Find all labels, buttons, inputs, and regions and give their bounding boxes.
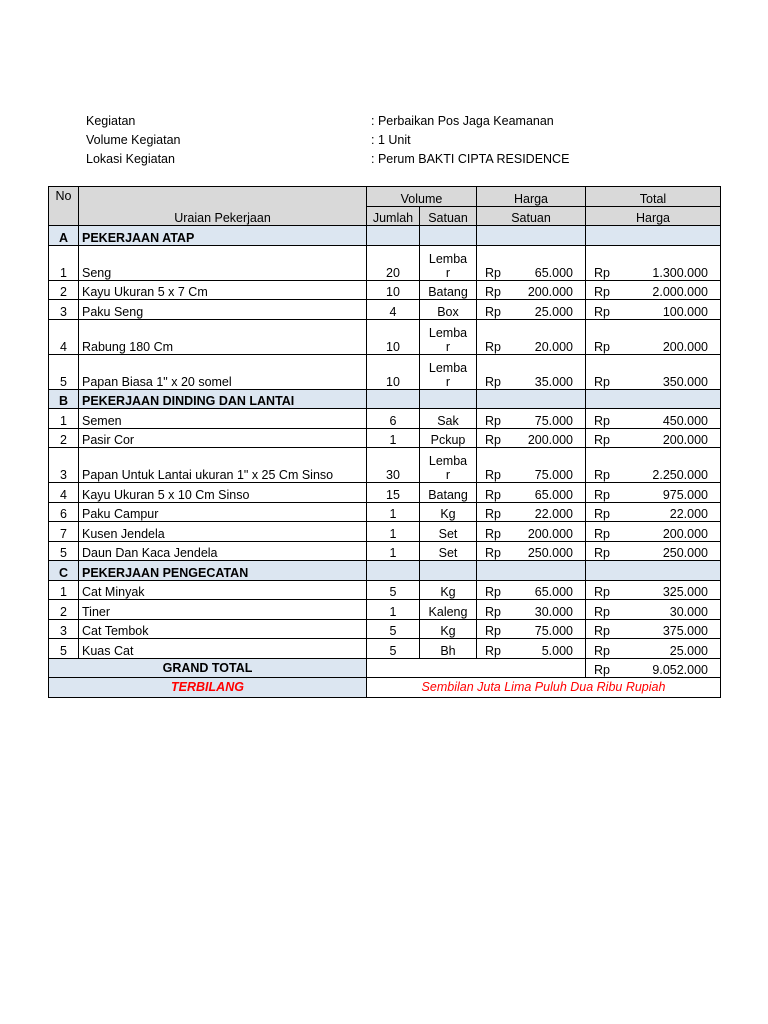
info-label: Kegiatan xyxy=(86,114,136,128)
section-empty xyxy=(586,226,721,246)
section-empty xyxy=(367,226,420,246)
item-total-harga xyxy=(586,541,721,561)
section-code: C xyxy=(49,561,79,581)
currency-label: Rp xyxy=(594,304,610,319)
amount-value: 1.300.000 xyxy=(652,265,708,280)
section-empty xyxy=(420,226,477,246)
item-jumlah: 6 xyxy=(367,409,420,429)
table-row xyxy=(49,245,721,280)
currency-label: Rp xyxy=(594,433,610,447)
amount-value: 975.000 xyxy=(662,487,708,502)
item-jumlah: 1 xyxy=(367,502,420,522)
amount-value: 65.000 xyxy=(534,265,573,280)
item-uraian: Kayu Ukuran 5 x 10 Cm Sinso xyxy=(79,483,367,503)
amount-value: 5.000 xyxy=(541,643,573,658)
table-row xyxy=(49,580,721,600)
item-no: 1 xyxy=(49,580,79,600)
amount-value: 200.000 xyxy=(662,339,708,354)
amount-value: 65.000 xyxy=(534,487,573,502)
currency-label: Rp xyxy=(594,507,610,521)
satuan-text: Bh xyxy=(440,643,456,658)
header-total-harga: Harga xyxy=(586,206,721,226)
item-no: 6 xyxy=(49,502,79,522)
satuan-text: Set xyxy=(438,546,458,560)
info-label: Volume Kegiatan xyxy=(86,133,181,147)
section-row xyxy=(49,389,721,409)
table-row xyxy=(49,354,721,389)
currency-label: Rp xyxy=(485,374,501,389)
amount-value: 200.000 xyxy=(527,285,573,299)
item-uraian: Papan Biasa 1" x 20 somel xyxy=(79,354,367,389)
section-row xyxy=(49,226,721,246)
table-row xyxy=(49,639,721,659)
currency-label: Rp xyxy=(594,285,610,299)
amount-value: 200.000 xyxy=(662,433,708,447)
item-no: 4 xyxy=(49,483,79,503)
amount-value: 9.052.000 xyxy=(652,663,708,677)
table-row xyxy=(49,280,721,300)
table-row xyxy=(49,541,721,561)
item-no: 5 xyxy=(49,541,79,561)
item-uraian: Papan Untuk Lantai ukuran 1" x 25 Cm Sinso xyxy=(79,448,367,483)
satuan-text: Kg xyxy=(440,585,456,599)
item-jumlah: 10 xyxy=(367,280,420,300)
currency-label: Rp xyxy=(485,624,501,638)
item-uraian: Daun Dan Kaca Jendela xyxy=(79,541,367,561)
currency-label: Rp xyxy=(485,265,501,280)
satuan-text: Lemba xyxy=(428,251,468,266)
item-satuan xyxy=(420,541,477,561)
satuan-text: Lemba xyxy=(428,454,468,468)
item-total-harga xyxy=(586,619,721,639)
item-no: 4 xyxy=(49,319,79,354)
amount-value: 100.000 xyxy=(662,304,708,319)
info-row-lokasi xyxy=(86,150,686,169)
item-satuan xyxy=(420,300,477,320)
item-uraian: Seng xyxy=(79,245,367,280)
grand-total-value xyxy=(586,658,721,678)
table-row xyxy=(49,448,721,483)
info-label: Lokasi Kegiatan xyxy=(86,152,175,166)
item-total-harga xyxy=(586,354,721,389)
table-row xyxy=(49,428,721,448)
activity-info xyxy=(86,112,686,169)
currency-label: Rp xyxy=(594,339,610,354)
item-total-harga xyxy=(586,280,721,300)
item-satuan xyxy=(420,502,477,522)
amount-value: 200.000 xyxy=(527,526,573,541)
item-uraian: Paku Campur xyxy=(79,502,367,522)
amount-value: 2.250.000 xyxy=(652,468,708,482)
item-satuan xyxy=(420,319,477,354)
item-jumlah: 1 xyxy=(367,541,420,561)
item-no: 5 xyxy=(49,354,79,389)
table-row xyxy=(49,522,721,542)
item-total-harga xyxy=(586,448,721,483)
amount-value: 350.000 xyxy=(662,374,708,389)
item-jumlah: 1 xyxy=(367,600,420,620)
item-total-harga xyxy=(586,639,721,659)
satuan-text: r xyxy=(445,468,451,482)
item-harga-satuan xyxy=(477,639,586,659)
item-uraian: Pasir Cor xyxy=(79,428,367,448)
item-harga-satuan xyxy=(477,319,586,354)
header-uraian: Uraian Pekerjaan xyxy=(79,187,367,226)
grand-total-row xyxy=(49,658,721,678)
item-total-harga xyxy=(586,522,721,542)
amount-value: 75.000 xyxy=(534,624,573,638)
section-empty xyxy=(367,561,420,581)
table-row xyxy=(49,619,721,639)
header-harga: Harga xyxy=(477,187,586,207)
currency-label: Rp xyxy=(594,585,610,599)
item-no: 5 xyxy=(49,639,79,659)
item-satuan xyxy=(420,280,477,300)
item-satuan xyxy=(420,580,477,600)
currency-label: Rp xyxy=(485,643,501,658)
amount-value: 75.000 xyxy=(534,468,573,482)
info-row-kegiatan xyxy=(86,112,686,131)
item-total-harga xyxy=(586,300,721,320)
currency-label: Rp xyxy=(594,487,610,502)
header-volume: Volume xyxy=(367,187,477,207)
item-harga-satuan xyxy=(477,300,586,320)
cost-table xyxy=(48,186,721,698)
currency-label: Rp xyxy=(594,643,610,658)
currency-label: Rp xyxy=(485,604,501,619)
terbilang-row xyxy=(49,678,721,698)
section-empty xyxy=(420,389,477,409)
item-harga-satuan xyxy=(477,483,586,503)
amount-value: 22.000 xyxy=(534,507,573,521)
item-total-harga xyxy=(586,409,721,429)
satuan-text: Lemba xyxy=(428,325,468,340)
item-harga-satuan xyxy=(477,522,586,542)
terbilang-value: Sembilan Juta Lima Puluh Dua Ribu Rupiah xyxy=(367,678,721,698)
item-jumlah: 30 xyxy=(367,448,420,483)
satuan-text: Sak xyxy=(437,413,459,428)
item-jumlah: 4 xyxy=(367,300,420,320)
amount-value: 25.000 xyxy=(534,304,573,319)
item-total-harga xyxy=(586,319,721,354)
currency-label: Rp xyxy=(594,468,610,482)
section-row xyxy=(49,561,721,581)
item-total-harga xyxy=(586,245,721,280)
item-jumlah: 5 xyxy=(367,580,420,600)
amount-value: 200.000 xyxy=(527,433,573,447)
currency-label: Rp xyxy=(594,374,610,389)
item-uraian: Cat Tembok xyxy=(79,619,367,639)
section-title: PEKERJAAN DINDING DAN LANTAI xyxy=(79,389,367,409)
satuan-text: Kaleng xyxy=(428,604,468,619)
currency-label: Rp xyxy=(485,285,501,299)
item-total-harga xyxy=(586,502,721,522)
terbilang-label: TERBILANG xyxy=(49,678,367,698)
item-satuan xyxy=(420,428,477,448)
item-harga-satuan xyxy=(477,448,586,483)
info-value: : 1 Unit xyxy=(371,133,411,147)
info-row-volume xyxy=(86,131,686,150)
amount-value: 30.000 xyxy=(669,604,708,619)
currency-label: Rp xyxy=(594,413,610,428)
currency-label: Rp xyxy=(594,526,610,541)
item-jumlah: 5 xyxy=(367,619,420,639)
currency-label: Rp xyxy=(594,624,610,638)
satuan-text: Batang xyxy=(428,285,468,299)
section-title: PEKERJAAN PENGECATAN xyxy=(79,561,367,581)
section-empty xyxy=(586,561,721,581)
item-harga-satuan xyxy=(477,245,586,280)
satuan-text: Batang xyxy=(428,487,468,502)
table-row xyxy=(49,300,721,320)
currency-label: Rp xyxy=(485,339,501,354)
item-jumlah: 5 xyxy=(367,639,420,659)
table-row xyxy=(49,409,721,429)
currency-label: Rp xyxy=(485,487,501,502)
item-jumlah: 15 xyxy=(367,483,420,503)
amount-value: 200.000 xyxy=(662,526,708,541)
section-empty xyxy=(420,561,477,581)
item-uraian: Paku Seng xyxy=(79,300,367,320)
amount-value: 75.000 xyxy=(534,413,573,428)
info-value: : Perum BAKTI CIPTA RESIDENCE xyxy=(371,152,570,166)
item-uraian: Kuas Cat xyxy=(79,639,367,659)
item-no: 2 xyxy=(49,600,79,620)
section-title: PEKERJAAN ATAP xyxy=(79,226,367,246)
item-harga-satuan xyxy=(477,502,586,522)
item-satuan xyxy=(420,619,477,639)
amount-value: 25.000 xyxy=(669,643,708,658)
item-satuan xyxy=(420,639,477,659)
item-satuan xyxy=(420,354,477,389)
currency-label: Rp xyxy=(485,546,501,560)
section-code: A xyxy=(49,226,79,246)
section-code: B xyxy=(49,389,79,409)
amount-value: 65.000 xyxy=(534,585,573,599)
grand-total-empty xyxy=(367,658,586,678)
item-satuan xyxy=(420,245,477,280)
amount-value: 375.000 xyxy=(662,624,708,638)
section-empty xyxy=(477,226,586,246)
table-row xyxy=(49,502,721,522)
satuan-text: Kg xyxy=(440,624,456,638)
currency-label: Rp xyxy=(594,604,610,619)
satuan-text: Kg xyxy=(440,507,456,521)
header-no: No xyxy=(49,187,79,226)
item-harga-satuan xyxy=(477,354,586,389)
item-jumlah: 1 xyxy=(367,522,420,542)
currency-label: Rp xyxy=(485,468,501,482)
item-jumlah: 10 xyxy=(367,354,420,389)
item-jumlah: 20 xyxy=(367,245,420,280)
item-harga-satuan xyxy=(477,428,586,448)
item-harga-satuan xyxy=(477,600,586,620)
info-value: : Perbaikan Pos Jaga Keamanan xyxy=(371,114,554,128)
item-total-harga xyxy=(586,428,721,448)
section-empty xyxy=(477,389,586,409)
amount-value: 450.000 xyxy=(662,413,708,428)
item-uraian: Kayu Ukuran 5 x 7 Cm xyxy=(79,280,367,300)
item-no: 1 xyxy=(49,409,79,429)
table-header-row xyxy=(49,187,721,207)
currency-label: Rp xyxy=(594,546,610,560)
header-total: Total xyxy=(586,187,721,207)
satuan-text: Set xyxy=(438,526,458,541)
table-row xyxy=(49,600,721,620)
item-harga-satuan xyxy=(477,280,586,300)
satuan-text: r xyxy=(445,374,451,389)
item-uraian: Rabung 180 Cm xyxy=(79,319,367,354)
item-no: 3 xyxy=(49,619,79,639)
satuan-text: Box xyxy=(437,304,459,319)
satuan-text: r xyxy=(445,265,451,280)
item-uraian: Semen xyxy=(79,409,367,429)
item-satuan xyxy=(420,409,477,429)
item-uraian: Tiner xyxy=(79,600,367,620)
item-total-harga xyxy=(586,600,721,620)
header-satuan: Satuan xyxy=(420,206,477,226)
item-jumlah: 1 xyxy=(367,428,420,448)
item-no: 2 xyxy=(49,280,79,300)
item-satuan xyxy=(420,448,477,483)
amount-value: 325.000 xyxy=(662,585,708,599)
grand-total-label: GRAND TOTAL xyxy=(49,658,367,678)
satuan-text: Pckup xyxy=(430,433,466,447)
amount-value: 250.000 xyxy=(662,546,708,560)
amount-value: 250.000 xyxy=(527,546,573,560)
item-harga-satuan xyxy=(477,580,586,600)
table-row xyxy=(49,483,721,503)
table-row xyxy=(49,319,721,354)
amount-value: 22.000 xyxy=(669,507,708,521)
item-no: 2 xyxy=(49,428,79,448)
currency-label: Rp xyxy=(485,585,501,599)
satuan-text: Lemba xyxy=(428,360,468,375)
item-harga-satuan xyxy=(477,619,586,639)
amount-value: 30.000 xyxy=(534,604,573,619)
item-total-harga xyxy=(586,580,721,600)
item-uraian: Kusen Jendela xyxy=(79,522,367,542)
currency-label: Rp xyxy=(594,265,610,280)
item-satuan xyxy=(420,522,477,542)
currency-label: Rp xyxy=(594,663,610,677)
item-jumlah: 10 xyxy=(367,319,420,354)
section-empty xyxy=(367,389,420,409)
item-no: 7 xyxy=(49,522,79,542)
currency-label: Rp xyxy=(485,526,501,541)
item-uraian: Cat Minyak xyxy=(79,580,367,600)
currency-label: Rp xyxy=(485,413,501,428)
currency-label: Rp xyxy=(485,507,501,521)
item-total-harga xyxy=(586,483,721,503)
item-no: 1 xyxy=(49,245,79,280)
item-no: 3 xyxy=(49,300,79,320)
header-harga-satuan: Satuan xyxy=(477,206,586,226)
item-satuan xyxy=(420,483,477,503)
satuan-text: r xyxy=(445,339,451,354)
amount-value: 2.000.000 xyxy=(652,285,708,299)
item-harga-satuan xyxy=(477,541,586,561)
item-harga-satuan xyxy=(477,409,586,429)
currency-label: Rp xyxy=(485,433,501,447)
amount-value: 20.000 xyxy=(534,339,573,354)
currency-label: Rp xyxy=(485,304,501,319)
item-satuan xyxy=(420,600,477,620)
header-jumlah: Jumlah xyxy=(367,206,420,226)
section-empty xyxy=(586,389,721,409)
item-no: 3 xyxy=(49,448,79,483)
section-empty xyxy=(477,561,586,581)
amount-value: 35.000 xyxy=(534,374,573,389)
